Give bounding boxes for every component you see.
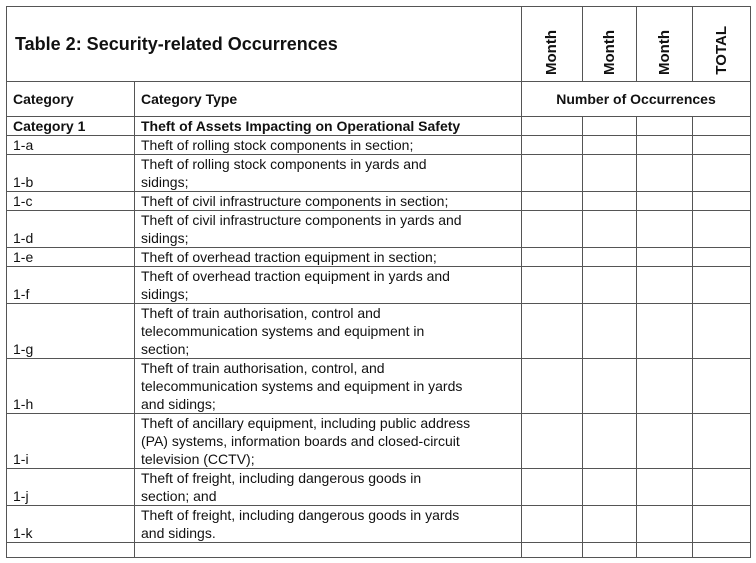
count-cell <box>637 359 693 414</box>
count-cell <box>583 414 637 469</box>
row-description-line: sidings; <box>141 286 189 302</box>
count-cell <box>522 211 583 248</box>
count-cell <box>522 136 583 155</box>
total-cell <box>693 192 751 211</box>
row-description-line: (PA) systems, information boards and closed-circuit <box>141 433 460 449</box>
row-description-line: sidings; <box>141 174 189 190</box>
row-description <box>135 359 522 414</box>
row-description-line: telecommunication systems and equipment in yards <box>141 378 463 394</box>
total-cell <box>693 304 751 359</box>
count-cell <box>637 267 693 304</box>
total-cell <box>693 267 751 304</box>
row-code: 1-d <box>7 211 135 248</box>
month-3-label: Month <box>655 30 673 75</box>
table-row <box>7 414 751 469</box>
count-cell <box>583 304 637 359</box>
total-cell <box>693 506 751 543</box>
row-code: 1-c <box>7 192 135 211</box>
row-code: 1-g <box>7 304 135 359</box>
count-cell <box>583 117 637 136</box>
total-cell <box>693 414 751 469</box>
row-description <box>135 304 522 359</box>
row-description <box>135 155 522 192</box>
count-cell <box>583 211 637 248</box>
row-description-line: Theft of train authorisation, control, and <box>141 360 385 376</box>
row-description <box>135 192 522 211</box>
row-code: 1-e <box>7 248 135 267</box>
count-cell <box>522 414 583 469</box>
count-cell <box>522 155 583 192</box>
row-description-line: sidings; <box>141 230 189 246</box>
table-row <box>7 359 751 414</box>
category-code: Category 1 <box>7 117 135 136</box>
empty-cell <box>7 543 135 558</box>
category-row <box>7 117 751 136</box>
count-cell <box>637 304 693 359</box>
row-description-line: Theft of overhead traction equipment in section; <box>141 249 437 265</box>
month-1-header <box>522 7 583 82</box>
total-cell <box>693 469 751 506</box>
month-2-header <box>583 7 637 82</box>
total-cell <box>693 136 751 155</box>
total-cell <box>693 248 751 267</box>
row-description <box>135 136 522 155</box>
count-cell <box>522 304 583 359</box>
row-code: 1-j <box>7 469 135 506</box>
month-3-header <box>637 7 693 82</box>
total-cell <box>693 155 751 192</box>
count-cell <box>583 469 637 506</box>
count-cell <box>522 192 583 211</box>
row-code: 1-h <box>7 359 135 414</box>
row-description <box>135 506 522 543</box>
column-header-row <box>7 82 751 117</box>
row-description <box>135 211 522 248</box>
row-description-line: Theft of ancillary equipment, including public address <box>141 415 471 431</box>
row-description-line: Theft of overhead traction equipment in yards and <box>141 268 450 284</box>
row-code: 1-k <box>7 506 135 543</box>
count-cell <box>583 359 637 414</box>
category-header: Category <box>7 82 135 117</box>
number-of-occurrences-header: Number of Occurrences <box>522 82 751 117</box>
row-description <box>135 267 522 304</box>
count-cell <box>522 117 583 136</box>
empty-row <box>7 543 751 558</box>
row-description-line: Theft of rolling stock components in yards and <box>141 156 427 172</box>
row-description-line: and sidings; <box>141 396 216 412</box>
row-description <box>135 414 522 469</box>
count-cell <box>637 117 693 136</box>
row-description-line: Theft of freight, including dangerous goods in <box>141 470 422 486</box>
row-description <box>135 469 522 506</box>
count-cell <box>583 155 637 192</box>
table-row <box>7 211 751 248</box>
table-row <box>7 267 751 304</box>
row-description-line: section; and <box>141 488 217 504</box>
table-row <box>7 248 751 267</box>
total-label: TOTAL <box>712 26 730 75</box>
empty-cell <box>522 543 583 558</box>
total-cell <box>693 359 751 414</box>
count-cell <box>583 506 637 543</box>
table-row <box>7 506 751 543</box>
count-cell <box>637 192 693 211</box>
count-cell <box>583 267 637 304</box>
month-2-label: Month <box>600 30 618 75</box>
category-name: Theft of Assets Impacting on Operational Safety <box>135 117 522 136</box>
row-description-line: Theft of civil infrastructure components in section; <box>141 193 449 209</box>
count-cell <box>583 192 637 211</box>
count-cell <box>583 248 637 267</box>
title-row <box>7 7 751 82</box>
document-page <box>6 6 750 556</box>
count-cell <box>637 211 693 248</box>
count-cell <box>522 359 583 414</box>
count-cell <box>522 267 583 304</box>
table-row <box>7 192 751 211</box>
table-title: Table 2: Security-related Occurrences <box>7 7 522 82</box>
empty-cell <box>637 543 693 558</box>
count-cell <box>583 136 637 155</box>
table-row <box>7 136 751 155</box>
total-header <box>693 7 751 82</box>
row-description <box>135 248 522 267</box>
category-type-header: Category Type <box>135 82 522 117</box>
total-cell <box>693 117 751 136</box>
table-row <box>7 469 751 506</box>
row-description-line: Theft of freight, including dangerous goods in yards <box>141 507 460 523</box>
security-occurrences-table <box>6 6 751 558</box>
count-cell <box>637 248 693 267</box>
count-cell <box>637 469 693 506</box>
table-row <box>7 304 751 359</box>
row-code: 1-b <box>7 155 135 192</box>
row-description-line: Theft of train authorisation, control and <box>141 305 381 321</box>
count-cell <box>637 414 693 469</box>
count-cell <box>522 506 583 543</box>
count-cell <box>522 248 583 267</box>
row-description-line: section; <box>141 341 190 357</box>
month-1-label: Month <box>543 30 560 75</box>
row-description-line: television (CCTV); <box>141 451 255 467</box>
count-cell <box>522 469 583 506</box>
count-cell <box>637 136 693 155</box>
row-code: 1-f <box>7 267 135 304</box>
empty-cell <box>693 543 751 558</box>
count-cell <box>637 155 693 192</box>
row-description-line: and sidings. <box>141 525 216 541</box>
row-description-line: telecommunication systems and equipment in <box>141 323 425 339</box>
row-code: 1-i <box>7 414 135 469</box>
total-cell <box>693 211 751 248</box>
row-description-line: Theft of civil infrastructure components in yards and <box>141 212 462 228</box>
count-cell <box>637 506 693 543</box>
row-code: 1-a <box>7 136 135 155</box>
table-row <box>7 155 751 192</box>
row-description-line: Theft of rolling stock components in section; <box>141 137 414 153</box>
empty-cell <box>583 543 637 558</box>
empty-cell <box>135 543 522 558</box>
